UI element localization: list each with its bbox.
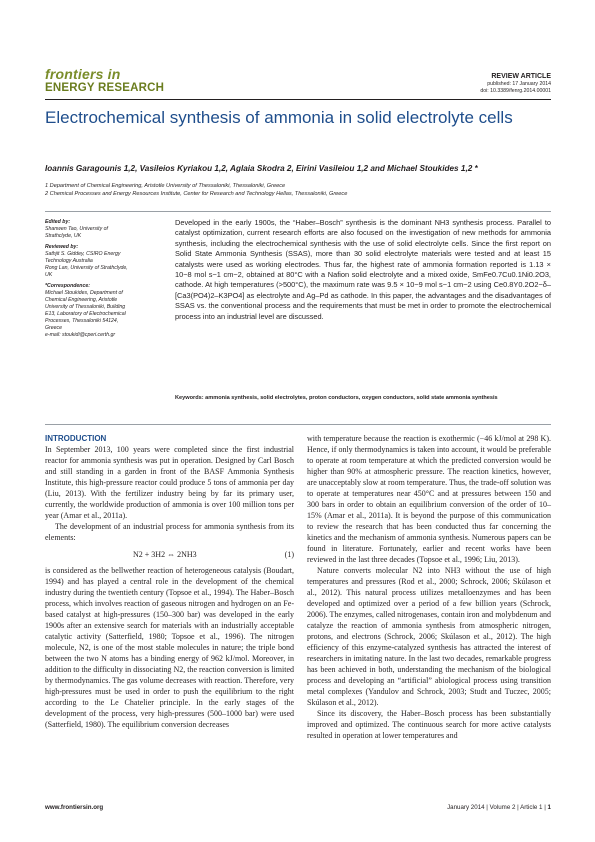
- equation-body: N2 + 3H2 ⇔ 2NH3: [133, 549, 197, 559]
- article-type: REVIEW ARTICLE: [491, 73, 551, 80]
- affiliation-2: 2 Chemical Processes and Energy Resources Institute, Center for Research and Technology Hellas, Thessaloniki, Greece: [45, 191, 348, 197]
- paragraph-2: The development of an industrial process for ammonia synthesis from its elements:: [45, 522, 294, 542]
- body-column-right: [307, 433, 551, 741]
- correspondence-label: *Correspondence:: [45, 283, 90, 289]
- affiliation-1: 1 Department of Chemical Engineering, Aristotle University of Thessaloniki, Thessaloniki, Greece: [45, 183, 286, 189]
- footer-url[interactable]: www.frontiersin.org: [45, 804, 104, 811]
- paragraph-3: is considered as the bellwether reaction of heterogeneous catalysis (Boudart, 1994) and has played a central role in the development of the chemical industry during the twentieth century (Topsoe et al., 1994). The Haber–Bosch process, which involves reaction of gaseous nitrogen and hydrogen on an Fe-based catalyst at high-pressures (150–300 bar) was developed in the early 1900s after an extensive search for materials with an industrially acceptable catalytic activity (Satterfield, 1980; Topsoe et al., 1996). The nitrogen molecule, N2, is one of the most stable molecules in nature; the triple bond between the two N atoms has a binding energy of 962 kJ/mol. Moreover, in addition to the difficulty in dissociating N2, the reaction conversion is limited by thermodynamics. The gas volume decreases with reaction. Therefore, very high-pressures must be used in order to push the equilibrium to the right according to the Le Chatelier principle. In the early stages of the development of the process, very high-pressures (500–1000 bar) were used (Satterfield, 1980). The equilibrium conversion decreases: [45, 566, 294, 729]
- author-list: Ioannis Garagounis 1,2, Vasileios Kyriakou 1,2, Aglaia Skodra 2, Eirini Vasileiou 1,2 and Michael Stoukides 1,2 *: [45, 164, 478, 173]
- editorial-sidebar: [45, 219, 157, 343]
- keywords-label: Keywords:: [175, 395, 204, 401]
- doi: doi: 10.3389/fenrg.2014.00001: [480, 88, 551, 94]
- article-meta: [331, 72, 551, 95]
- footer-meta: [447, 804, 551, 811]
- body-column-left: [45, 433, 294, 730]
- correspondence-text: Michael Stoukides, Department of Chemical Engineering, Aristotle University of Thessaloniki, Building E13, Laboratory of Electrochemical Processes, Thessaloniki 54124, Greece e-mail: stoukidi@cperi.certh.gr: [45, 290, 126, 338]
- footer-issue: January 2014 | Volume 2 | Article 1 |: [447, 804, 546, 811]
- published-date: published: 17 January 2014: [487, 81, 551, 87]
- journal-logo-name: ENERGY RESEARCH: [45, 82, 165, 94]
- page-number: 1: [547, 804, 551, 811]
- paragraph-4: with temperature because the reaction is exothermic (−46 kJ/mol at 298 K). Hence, if only thermodynamics is taken into account, it would be preferable to operate at room temperature at which the predicted conversion would be higher than 90% at atmospheric pressure. The reaction kinetics, however, are unacceptably slow at room temperature. Thus, the trade-off solution was to operate at temperatures near 450°C and at pressures between 150 and 300 bars in order to obtain an equilibrium conversion of the order of 10–15% (Amar et al., 2011a). It is beyond the purpose of this communication to review the research that has been conducted thus far concerning the kinetics and the mechanism of ammonia synthesis. Numerous papers can be found in literature. Fortunately, earlier and recent works have been reviewed in the last three decades (Topsoe et al., 1996; Liu, 2013).: [307, 434, 551, 564]
- equation-number: (1): [284, 549, 294, 559]
- journal-logo: [45, 67, 195, 95]
- keywords-text: ammonia synthesis, solid electrolytes, proton conductors, oxygen conductors, solid state ammonia synthesis: [205, 395, 498, 401]
- journal-logo-frontiers: frontiers in: [45, 66, 121, 82]
- edited-by-text: Shanwen Tao, University of Strathclyde, UK: [45, 226, 108, 239]
- edited-by-label: Edited by:: [45, 219, 71, 225]
- reviewed-by-text: Sathjit S. Giddey, CSIRO Energy Technology Australia Rong Lan, University of Strathclyde, UK: [45, 251, 128, 278]
- equation-1: [45, 543, 294, 565]
- keywords: [175, 395, 551, 403]
- abstract: Developed in the early 1900s, the “Haber–Bosch” synthesis is the dominant NH3 synthesis process. Parallel to catalyst optimization, current research efforts are also focused on the investigation of new methods for ammonia synthesis, including the electrochemical synthesis with the use of solid electrolyte cells. Since the first report on Solid State Ammonia Synthesis (SSAS), more than 30 solid electrolyte materials were tested and at least 15 catalysts were used as working electrodes. Thus far, the highest rate of ammonia formation reported is 1.13 × 10−8 mol s−1 cm−2, obtained at 80°C with a Nafion solid electrolyte and a mixed oxide, SmFe0.7Cu0.1Ni0.2O3, cathode. At high temperatures (>500°C), the maximum rate was 9.5 × 10−9 mol s−1 cm−2 using Ce0.8Y0.2O2−δ–[Ca3(PO4)2–K3PO4] as electrolyte and Ag–Pd as cathode. In this paper, the advantages and the disadvantages of SSAS vs. the conventional process and the requirements that must be met in order to promote the electrochemical process into an industrial level are discussed.: [175, 218, 551, 321]
- affiliations: [45, 182, 555, 198]
- header-rule: [45, 99, 551, 100]
- affiliation-rule: [45, 211, 551, 212]
- reviewed-by-label: Reviewed by:: [45, 244, 79, 250]
- paragraph-1: In September 2013, 100 years were completed since the first industrial reactor for ammonia synthesis was put in operation. Designed by Carl Bosch and still standing in a garden in front of the BASF Ammonia Synthesis Institute, this high-pressure reactor could produce 5 tons of ammonia per day (Liu, 2013). With the fertilizer industry being by far its primary user, currently, the worldwide production of ammonia is over 100 million tons per year (Amar et al., 2011a).: [45, 445, 294, 520]
- paragraph-6: Since its discovery, the Haber–Bosch process has been substantially improved and optimized. The continuous search for more active catalysts resulted in operation at lower temperatures and: [307, 709, 551, 740]
- abstract-rule: [45, 424, 551, 425]
- article-title: Electrochemical synthesis of ammonia in solid electrolyte cells: [45, 108, 513, 127]
- section-heading-introduction: INTRODUCTION: [45, 434, 107, 443]
- paragraph-5: Nature converts molecular N2 into NH3 without the use of high temperatures and pressures (Rod et al., 2000; Schrock, 2006; Skúlason et al., 2012). This natural process utilizes metalloenzymes and has been developed and optimized over a period of a few billion years (Schrock, 2006). The enzymes, called nitrogenases, contain iron and molybdenum and catalyze the reaction of ammonia synthesis from atmospheric nitrogen, protons, and electrons (Schrock, 2006; Skúlason et al., 2012). The high efficiency of this enzyme-catalyzed synthesis has attracted the interest of researchers in imitating nature. In the last two decades, remarkable progress has been achieved in both, understanding the mechanism of the biological process and developing an “artificial” abiological process using transition metal complexes (Yandulov and Schrock, 2003; Studt and Tuczec, 2005; Skúlason et al., 2012).: [307, 566, 551, 707]
